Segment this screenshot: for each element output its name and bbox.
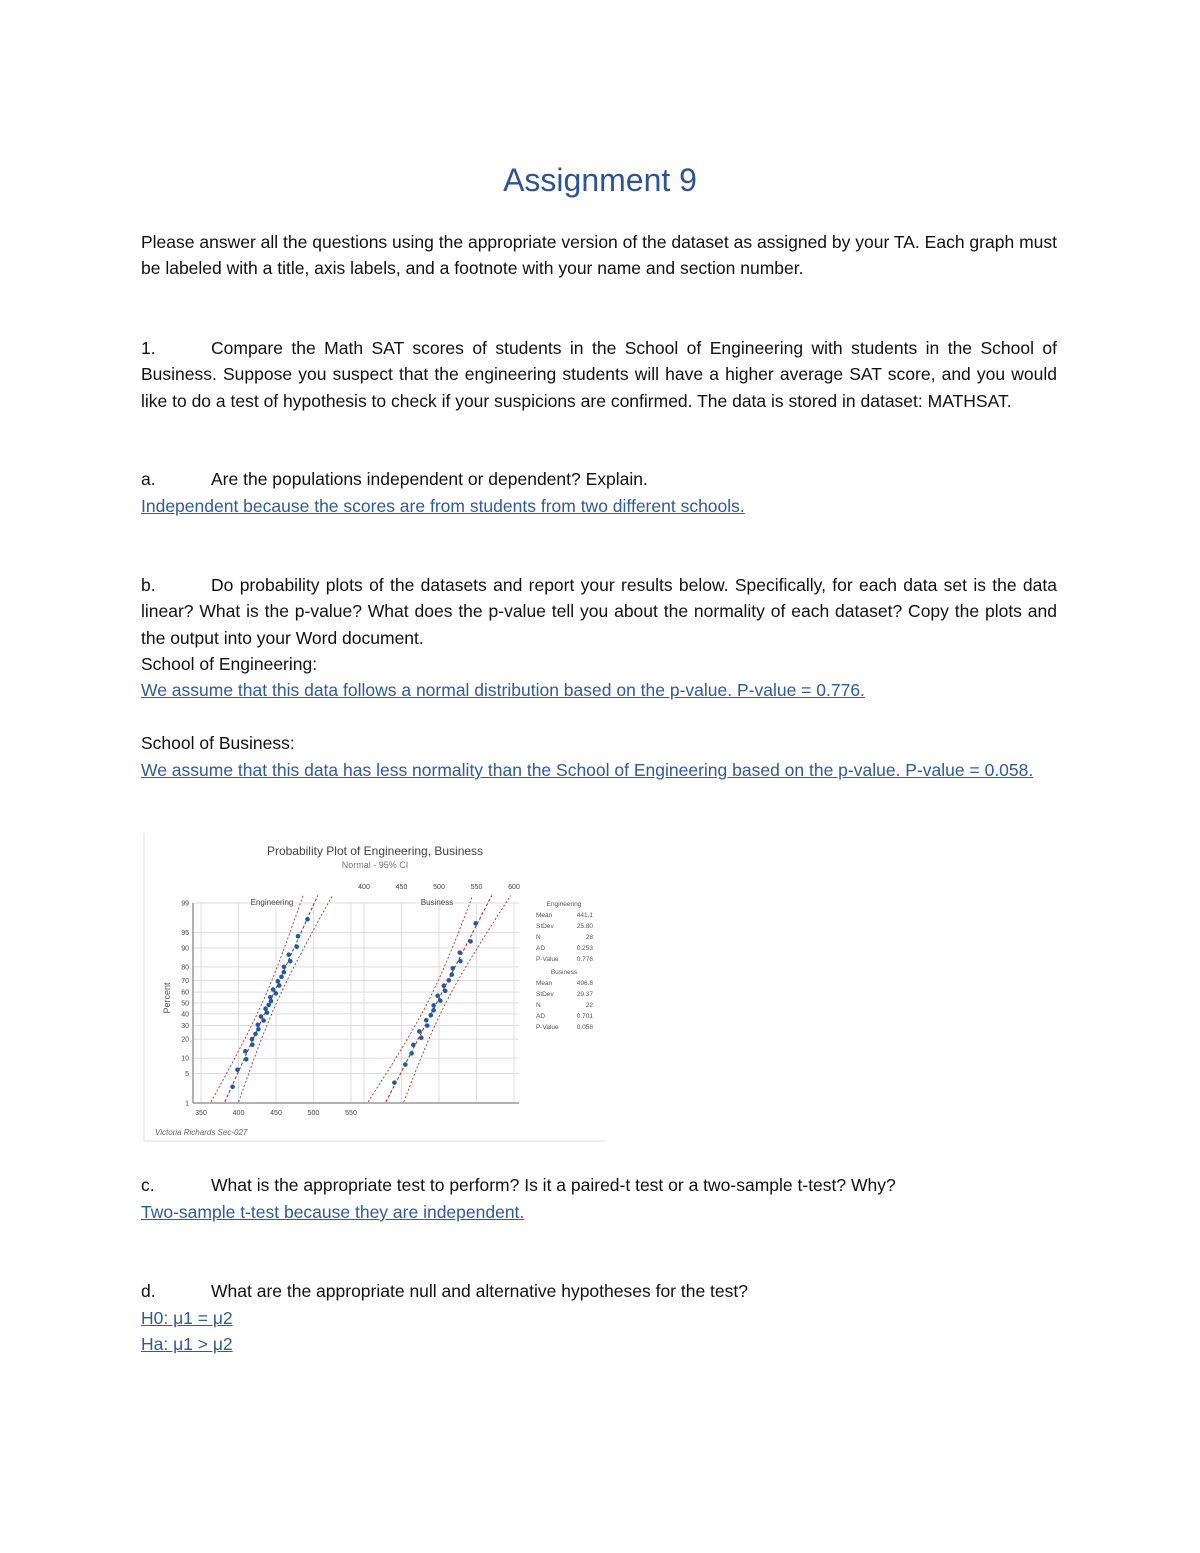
data-point-engineering [277, 983, 282, 988]
x-tick-label-business: 550 [470, 884, 483, 891]
question-a [141, 466, 1057, 492]
data-point-engineering [256, 1022, 261, 1027]
data-point-business [428, 1013, 433, 1018]
x-tick-label-business: 450 [395, 884, 408, 891]
y-tick-label: 60 [181, 989, 189, 997]
data-point-engineering [276, 979, 281, 984]
data-point-engineering [269, 999, 274, 1004]
ci-line-hi [211, 896, 303, 1102]
stats-value: 0.701 [576, 1013, 593, 1020]
data-point-engineering [294, 944, 299, 949]
data-point-engineering [261, 1018, 266, 1023]
data-point-engineering [282, 965, 287, 970]
stats-value: 25.80 [576, 923, 593, 930]
probability-plot [143, 833, 606, 1143]
data-point-engineering [274, 991, 279, 996]
stats-value: 441.1 [576, 912, 593, 919]
stats-value: 0.058 [576, 1024, 593, 1031]
answer-a: Independent because the scores are from students from two different schools. [141, 496, 745, 516]
y-tick-label: 10 [181, 1055, 189, 1063]
data-point-engineering [305, 917, 310, 922]
question-number: 1. [141, 338, 156, 358]
data-point-engineering [263, 1006, 268, 1011]
stats-label: StDev [536, 923, 554, 930]
question-letter: d. [141, 1281, 156, 1301]
panel-label-business: Business [420, 898, 454, 907]
stats-label: N [536, 934, 541, 941]
data-point-business [473, 921, 478, 926]
data-point-engineering [230, 1084, 235, 1089]
ci-line-lo [239, 896, 333, 1102]
data-point-business [392, 1080, 397, 1085]
ci-line-lo [404, 896, 511, 1102]
stats-value: 496.8 [576, 980, 593, 987]
question-1 [141, 335, 1057, 414]
data-point-business [424, 1018, 429, 1023]
y-tick-label: 95 [181, 929, 189, 937]
question-letter: c. [141, 1175, 155, 1195]
data-point-engineering [250, 1042, 255, 1047]
stats-label: P-Value [536, 1024, 559, 1031]
y-tick-label: 90 [181, 945, 189, 953]
data-point-business [431, 1008, 436, 1013]
ci-line-hi [368, 896, 473, 1102]
question-text: Compare the Math SAT scores of students in the School of Engineering with students in the School of Business. Suppose you suspect that the engineering students will have a higher average SAT score, and you would like to do a test of hypothesis to check if your suspicions are confirmed. The data is stored in dataset: MATHSAT. [141, 338, 1057, 411]
y-tick-label: 30 [181, 1023, 189, 1031]
x-tick-label-engineering: 400 [232, 1110, 245, 1117]
question-text: What are the appropriate null and alternative hypotheses for the test? [211, 1281, 748, 1301]
x-tick-label-engineering: 500 [307, 1110, 320, 1117]
page-title: Assignment 9 [503, 162, 697, 198]
data-point-engineering [244, 1057, 249, 1062]
data-point-engineering [286, 952, 291, 957]
y-tick-label: 50 [181, 1000, 189, 1008]
panel-label-engineering: Engineering [250, 898, 294, 907]
question-letter: a. [141, 469, 156, 489]
data-point-engineering [259, 1014, 264, 1019]
stats-label: AD [536, 945, 546, 952]
data-point-business [417, 1029, 422, 1034]
stats-value: 0.776 [576, 956, 593, 963]
y-tick-label: 1 [185, 1100, 189, 1108]
stats-label: StDev [536, 991, 554, 998]
data-point-business [431, 1003, 436, 1008]
stats-label: N [536, 1002, 541, 1009]
data-point-engineering [253, 1032, 258, 1037]
question-text: Are the populations independent or dependent? Explain. [211, 469, 648, 489]
alternative-hypothesis: Ha: μ1 > μ2 [141, 1334, 233, 1354]
data-point-engineering [256, 1027, 261, 1032]
engineering-answer: We assume that this data follows a normal distribution based on the p-value. P-value = 0.776. [141, 680, 865, 700]
question-d [141, 1278, 1057, 1304]
y-tick-label: 99 [181, 900, 189, 908]
x-tick-label-engineering: 550 [345, 1110, 357, 1117]
stats-label: P-Value [536, 956, 559, 963]
x-tick-label-engineering: 350 [195, 1110, 207, 1117]
data-point-business [442, 983, 447, 988]
data-point-engineering [235, 1067, 240, 1072]
data-point-business [457, 950, 462, 955]
stats-label: AD [536, 1013, 546, 1020]
engineering-label: School of Engineering: [141, 654, 318, 674]
y-tick-label: 20 [181, 1036, 189, 1044]
data-point-business [446, 978, 451, 983]
question-text: What is the appropriate test to perform? Is it a paired-t test or a two-sample t-test? Why? [211, 1175, 896, 1195]
stats-value: 28 [585, 934, 593, 941]
data-point-business [425, 1023, 430, 1028]
chart-footnote: Victoria Richards Sec-027 [155, 1128, 248, 1137]
intro-paragraph: Please answer all the questions using the appropriate version of the dataset as assigned by your TA. Each graph must be labeled with a title, axis labels, and a footnote with your name and section number. [141, 232, 1057, 279]
stats-value: 29.37 [576, 991, 593, 998]
x-tick-label-business: 400 [358, 884, 370, 891]
business-label: School of Business: [141, 733, 295, 753]
data-point-engineering [288, 959, 293, 964]
y-tick-label: 80 [181, 964, 189, 972]
question-b [141, 572, 1057, 651]
data-point-engineering [282, 970, 287, 975]
data-point-business [449, 972, 454, 977]
stats-value: 22 [585, 1002, 593, 1009]
data-point-engineering [271, 987, 276, 992]
x-tick-label-engineering: 450 [270, 1110, 282, 1117]
business-answer: We assume that this data has less normality than the School of Engineering based on the p-value. P-value = 0.058. [141, 760, 1034, 780]
data-point-business [458, 959, 463, 964]
stats-heading: Engineering [546, 901, 582, 908]
data-point-engineering [243, 1049, 248, 1054]
y-tick-label: 5 [185, 1071, 189, 1079]
chart-subtitle: Normal - 95% CI [341, 860, 409, 870]
data-point-business [438, 998, 443, 1003]
data-point-business [411, 1043, 416, 1048]
data-point-business [435, 993, 440, 998]
data-point-engineering [250, 1037, 255, 1042]
question-letter: b. [141, 575, 156, 595]
y-tick-label: 40 [181, 1011, 189, 1019]
data-point-engineering [279, 975, 284, 980]
x-tick-label-business: 500 [433, 884, 445, 891]
data-point-engineering [296, 934, 301, 939]
stats-label: Mean [536, 912, 553, 919]
x-tick-label-business: 600 [508, 884, 520, 891]
null-hypothesis: H0: μ1 = μ2 [141, 1308, 233, 1328]
data-point-business [450, 966, 455, 971]
data-point-business [419, 1035, 424, 1040]
data-point-business [468, 939, 473, 944]
data-point-engineering [268, 995, 273, 1000]
stats-label: Mean [536, 980, 553, 987]
question-c [141, 1172, 1057, 1198]
answer-c: Two-sample t-test because they are independent. [141, 1202, 525, 1222]
stats-value: 0.253 [576, 945, 593, 952]
y-tick-label: 70 [181, 977, 189, 985]
data-point-business [443, 989, 448, 994]
stats-heading: Business [550, 969, 578, 976]
data-point-business [403, 1062, 408, 1067]
question-text: Do probability plots of the datasets and report your results below. Specifically, for each data set is the data linear? What is the p-value? What does the p-value tell you about the normality of each dataset? Copy the plots and the output into your Word document. [141, 575, 1057, 648]
y-axis-label: Percent [162, 982, 172, 1014]
chart-title: Probability Plot of Engineering, Business [266, 844, 484, 858]
data-point-business [409, 1051, 414, 1056]
